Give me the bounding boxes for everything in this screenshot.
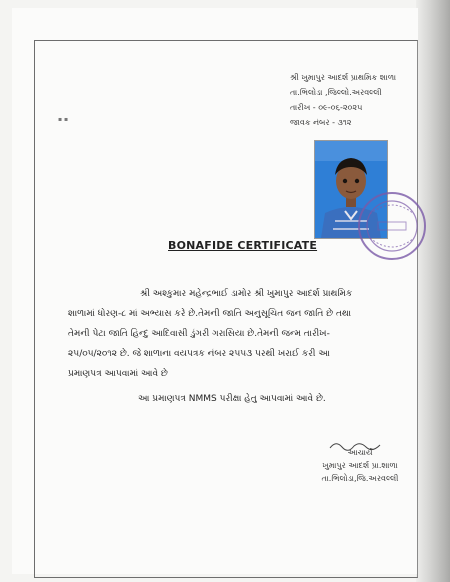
body-line-4: ૨૫/૦૫/૨૦૧૨ છે. જે શાળાના વયપત્રક નંબર ૨૫૫૩ પરથી ખરાઈ કરી આ	[68, 349, 330, 359]
issue-date: તારીખ - ૦૯-૦૬-૨૦૨૫	[290, 103, 363, 112]
school-name: શ્રી ખુમાપુર આદર્શ પ્રાથમિક શાળા	[290, 73, 397, 82]
body-line-5: પ્રમાણપત્ર આપવામાં આવે છે	[68, 369, 168, 379]
principal-signature-block	[300, 446, 420, 485]
certificate-title: BONAFIDE CERTIFICATE	[168, 239, 318, 252]
signature-school: ખુમાપુર આદર્શ પ્રા.શાળા	[322, 461, 398, 470]
school-address: તા.ભિલોડા ,જિલ્લો.અરવલ્લી	[290, 88, 382, 97]
body-line-1: શ્રી અશ્કુમાર મહેન્દ્રભાઈ ડામોર શ્રી ખુમાપુર આદર્શ પ્રાથમિક	[140, 289, 353, 299]
scan-shadow	[416, 0, 450, 582]
signature-role: આચાર્ય	[347, 448, 373, 457]
body-line-3: તેમની પેટા જાતિ હિન્દુ આદિવાસી ડુંગરી ગરાસિયા છે.તેમની જન્મ તારીખ-	[68, 329, 330, 339]
outward-number: જાવક નંબર - ૩૧૨	[290, 118, 352, 127]
school-header	[290, 70, 420, 130]
seal-icon	[356, 190, 428, 262]
school-seal-stamp	[356, 190, 428, 262]
certificate-body	[68, 284, 408, 384]
certificate-purpose: આ પ્રમાણપત્ર NMMS પરીક્ષા હેતુ આપવામાં આવે છે.	[138, 394, 326, 404]
signature-address: તા.ભિલોડા,જિ.અરવલ્લી	[321, 474, 399, 483]
scan-mark: ▪ ▪	[58, 116, 69, 123]
body-line-2: શાળામાં ધોરણ-૮ માં અભ્યાસ કરે છે.તેમની જાતિ અનુસૂચિત જન જાતિ છે તથા	[68, 309, 352, 319]
